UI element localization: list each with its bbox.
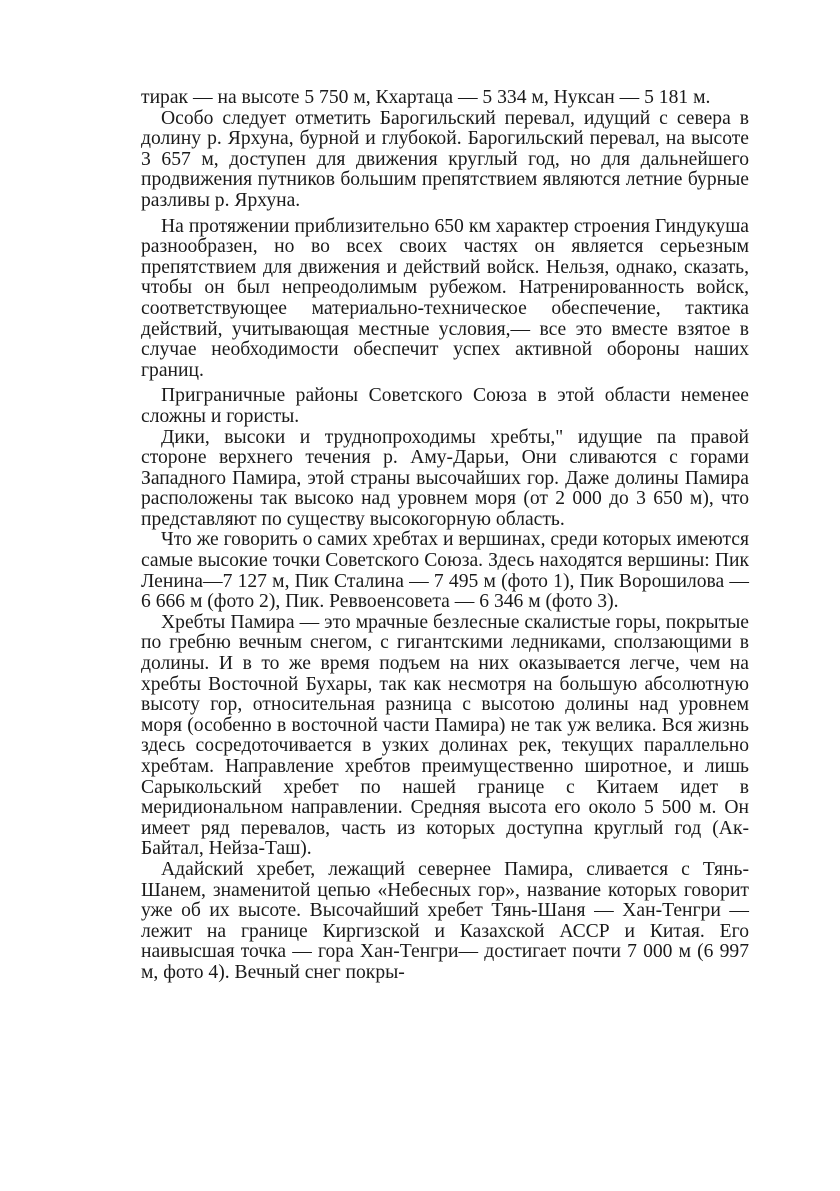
paragraph-2: Особо следует отметить Барогильский перевал, идущий с севера в долину р. Ярхуна, бурной и глубокой. Барогильский перевал, на высоте 3 657 м, доступен для движения круглый год, но для дальнейшего продвижения путников большим препятствием являются летние бурные разливы р. Ярхуна. <box>141 107 749 211</box>
page-text-column <box>141 88 749 984</box>
paragraph-8: Адайский хребет, лежащий севернее Памира, сливается с Тянь-Шанем, знаменитой цепью «Небесных гор», название которых говорит уже об их высоте. Высочайший хребет Тянь-Шаня — Хан-Тенгри — лежит на границе Киргизской и Казахской АССР и Китая. Его наивысшая точка — гора Хан-Тенгри— достигает почти 7 000 м (6 997 м, фото 4). Вечный снег покры- <box>141 858 749 983</box>
paragraph-5: Дики, высоки и труднопроходимы хребты," идущие па правой стороне верхнего течения р. Аму-Дарьи, Они сливаются с горами Западного Памира, этой страны высочайших гор. Даже долины Памира расположены так высоко над уровнем моря (от 2 000 до 3 650 м), что представляют по существу высокогорную область. <box>141 426 749 530</box>
paragraph-3: На протяжении приблизительно 650 км характер строения Гиндукуша разнообразен, но во всех своих частях он является серьезным препятствием для движения и действий войск. Нельзя, однако, сказать, чтобы он был непреодолимым рубежом. Натренированность войск, соответствующее материально-техническое обеспечение, тактика действий, учитывающая местные условия,— все это вместе взятое в случае необходимости обеспечит успех активной обороны наших границ. <box>141 215 749 381</box>
paragraph-1: тирак — на высоте 5 750 м, Кхартаца — 5 334 м, Нуксан — 5 181 м. <box>141 87 711 108</box>
paragraph-6: Что же говорить о самих хребтах и вершинах, среди которых имеются самые высокие точки Советского Союза. Здесь находятся вершины: Пик Ленина—7 127 м, Пик Сталина — 7 495 м (фото 1), Пик Ворошилова — 6 666 м (фото 2), Пик. Реввоенсовета — 6 346 м (фото 3). <box>141 529 749 613</box>
paragraph-7: Хребты Памира — это мрачные безлесные скалистые горы, покрытые по гребню вечным снегом, с гигантскими ледниками, сползающими в долины. И в то же время подъем на них оказывается легче, чем на хребты Восточной Бухары, так как несмотря на большую абсолютную высоту гор, относительная разница с высотою долины над уровнем моря (особенно в восточной части Памира) не так уж велика. Вся жизнь здесь сосредоточивается в узких долинах рек, текущих параллельно хребтам. Направление хребтов преимущественно широтное, и лишь Сарыкольский хребет по нашей границе с Китаем идет в меридиональном направлении. Средняя высота его около 5 500 м. Он имеет ряд перевалов, часть из которых доступна круглый год (Ак-Байтал, Нейза-Таш). <box>141 611 749 860</box>
paragraph-4: Приграничные районы Советского Союза в этой области неменее сложны и гористы. <box>141 385 749 427</box>
